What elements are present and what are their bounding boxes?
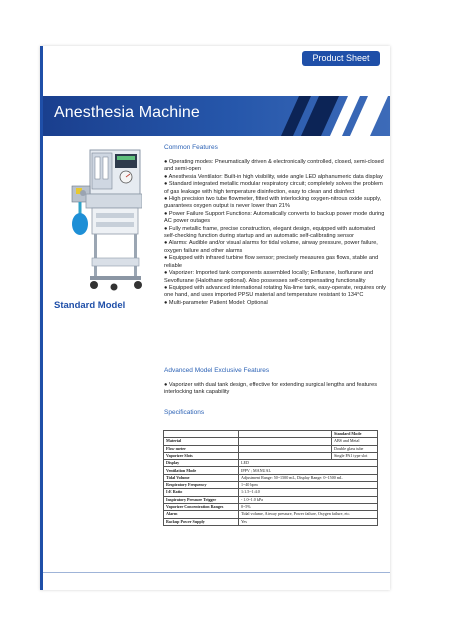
common-features-list bbox=[164, 159, 386, 307]
spec-value: 1:1.5~1:4.0 bbox=[239, 489, 378, 496]
spec-value: Adjustment Range: 50~1500 mL, Display Range: 0~1500 mL bbox=[239, 474, 378, 481]
feature-item: ● Anesthesia Ventilator: Built-in high visibility, wide angle LED alphanumeric data display bbox=[164, 173, 383, 180]
spec-value: LED bbox=[239, 460, 378, 467]
spec-key: Backup Power Supply bbox=[164, 518, 239, 525]
advanced-features-list bbox=[164, 382, 386, 397]
product-sheet-page bbox=[40, 46, 390, 590]
feature-item: ● Vaporizer: Imported tank components assembled locally; Enflurane, Isoflurane and Sevoflurane (Halothane optional). Also possesses self-compensating functionality bbox=[164, 270, 374, 284]
table-cell bbox=[239, 452, 332, 459]
spec-key: Inspiratory Pressure Trigger bbox=[164, 496, 239, 503]
spec-value: - 1.0~1.0 kPa bbox=[239, 496, 378, 503]
spec-value: Double glass tube bbox=[332, 445, 378, 452]
spec-key: Ventilation Mode bbox=[164, 467, 239, 474]
feature-item: ● Vaporizer with dual tank design, effective for extending surgical lengths and features interlocking tank capability bbox=[164, 382, 378, 396]
table-row bbox=[164, 474, 378, 481]
spec-key: Tidal Volume bbox=[164, 474, 239, 481]
spec-key: Alarm bbox=[164, 511, 239, 518]
specifications-table bbox=[163, 430, 378, 526]
title-banner bbox=[43, 96, 390, 136]
spec-value: Single PA1 type slot bbox=[332, 452, 378, 459]
feature-item: ● Equipped with advanced international rotating Na-lime tank, easy-operate, requires only one hand, and uses imported PPSU material and temperature resistant to 134°C bbox=[164, 284, 386, 299]
feature-item: ● Power Failure Support Functions: Automatically converts to backup power mode during AC power outages bbox=[164, 210, 385, 225]
table-row bbox=[164, 438, 378, 445]
feature-item: ● Fully metallic frame, precise construction, elegant design, equipped with automated self-checking function during startup and an automatic self-calibrating sensor bbox=[164, 225, 376, 240]
spec-value: Tidal volume, Airway pressure, Power failure, Oxygen failure, etc. bbox=[239, 511, 378, 518]
table-cell bbox=[239, 445, 332, 452]
feature-item: ● Standard integrated metallic modular respiratory circuit; completely solves the problem of gas leakage with high temperature disinfection, easy to clean and disinfect bbox=[164, 181, 383, 195]
table-cell bbox=[239, 438, 332, 445]
table-row bbox=[164, 496, 378, 503]
bottom-divider bbox=[43, 572, 390, 573]
table-row bbox=[164, 511, 378, 518]
table-row bbox=[164, 467, 378, 474]
product-sheet-badge: Product Sheet bbox=[302, 51, 380, 66]
table-row bbox=[164, 445, 378, 452]
table-row bbox=[164, 518, 378, 525]
table-row bbox=[164, 482, 378, 489]
table-row bbox=[164, 460, 378, 467]
table-column-header: Standard Mode bbox=[332, 431, 378, 438]
table-cell bbox=[239, 431, 332, 438]
anesthesia-machine-image bbox=[52, 148, 142, 296]
spec-value: Yes bbox=[239, 518, 378, 525]
feature-item: ● High precision two tube flowmeter, fitted with interlocking oxygen-nitrous oxide supply, guarantees oxygen output is never lower than 21% bbox=[164, 196, 382, 210]
table-cell bbox=[164, 431, 239, 438]
spec-value: 1~40 bpm bbox=[239, 482, 378, 489]
spec-key: Vaporizer Slots bbox=[164, 452, 239, 459]
table-row bbox=[164, 431, 378, 438]
feature-item: ● Operating modes: Pneumatically driven & electronically controlled, closed, semi-closed and semi-open bbox=[164, 159, 384, 173]
table-row bbox=[164, 503, 378, 510]
spec-value: 0~5% bbox=[239, 503, 378, 510]
advanced-features-heading: Advanced Model Exclusive Features bbox=[164, 367, 270, 374]
spec-key: Respiratory Frequency bbox=[164, 482, 239, 489]
feature-item: ● Alarms: Audible and/or visual alarms for tidal volume, airway pressure, power failure, oxygen failure and other alarms bbox=[164, 240, 378, 254]
spec-key: Material bbox=[164, 438, 239, 445]
table-row bbox=[164, 489, 378, 496]
spec-key: Display bbox=[164, 460, 239, 467]
common-features-heading: Common Features bbox=[164, 144, 218, 151]
specifications-heading: Specifications bbox=[164, 409, 205, 416]
page-title: Anesthesia Machine bbox=[54, 104, 200, 121]
spec-key: Flow meter bbox=[164, 445, 239, 452]
feature-item: ● Equipped with infrared turbine flow sensor; precisely measures gas flows, stable and reliable bbox=[164, 255, 379, 269]
spec-value: IPPV ; MANUAL bbox=[239, 467, 378, 474]
spec-value: ABS and Metal bbox=[332, 438, 378, 445]
spec-key: I:E Ratio bbox=[164, 489, 239, 496]
model-label: Standard Model bbox=[54, 300, 126, 311]
spec-key: Vaporizer Concentration Ranges bbox=[164, 503, 239, 510]
feature-item: ● Multi-parameter Patient Model: Optional bbox=[164, 299, 268, 306]
table-row bbox=[164, 452, 378, 459]
